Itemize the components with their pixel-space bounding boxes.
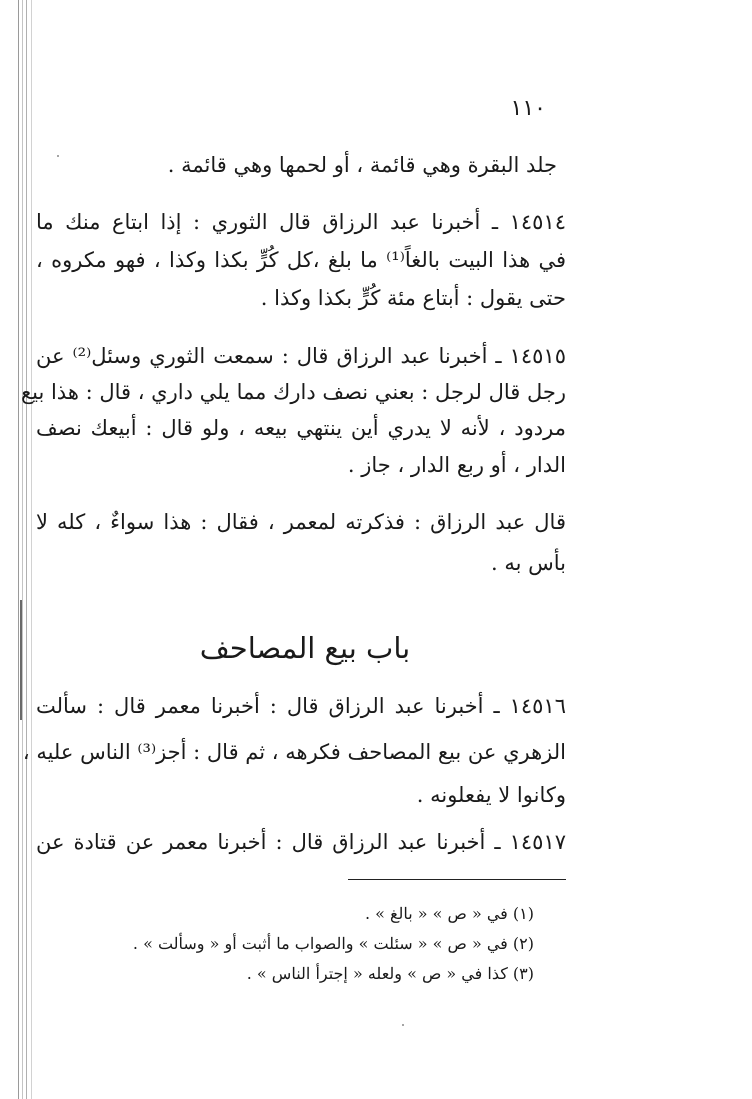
chapter-title: باب بيع المصاحف: [199, 631, 411, 665]
footnote: (١) في « ص » « بالغ » .: [364, 904, 534, 923]
text-line: بأس به .: [490, 551, 566, 575]
text-line: جلد البقرة وهي قائمة ، أو لحمها وهي قائمة .: [167, 153, 557, 177]
scan-edge-line: [20, 600, 22, 720]
page-number: ١١٠: [510, 96, 546, 121]
text-line: الدار ، أو ربع الدار ، جاز .: [347, 453, 566, 477]
text-line: ١٤٥١٧ ـ أخبرنا عبد الرزاق قال : أخبرنا معمر عن قتادة عن: [36, 830, 566, 854]
footnote-divider: [348, 879, 566, 880]
footnote: (٢) في « ص » « سئلت » والصواب ما أثبت أو « وسألت » .: [132, 934, 534, 953]
scan-edge-line: [26, 0, 27, 1099]
scan-edge-line: [22, 0, 23, 1099]
scan-edge-line: [31, 0, 32, 1099]
scan-speck: [57, 155, 59, 157]
text-line: ١٤٥١٤ ـ أخبرنا عبد الرزاق قال الثوري : إذا ابتاع منك ما: [36, 210, 566, 234]
footnote: (٣) كذا في « ص » ولعله « إجترأ الناس » .: [246, 964, 534, 983]
text-line: مردود ، لأنه لا يدري أين ينتهي بيعه ، ولو قال : أبيعك نصف: [36, 416, 566, 440]
text-line: ١٤٥١٦ ـ أخبرنا عبد الرزاق قال : أخبرنا معمر قال : سألت: [36, 694, 566, 718]
text-line: وكانوا لا يفعلونه .: [416, 783, 566, 807]
scan-speck: [402, 1024, 404, 1026]
scan-edge-line: [18, 0, 19, 1099]
text-line: في هذا البيت بالغاً⁽¹⁾ ما بلغ ،كل كُرٍّ بكذا وكذا ، فهو مكروه ،: [36, 248, 567, 272]
text-line: حتى يقول : أبتاع مئة كُرٍّ بكذا وكذا .: [260, 286, 566, 310]
text-line: قال عبد الرزاق : فذكرته لمعمر ، فقال : هذا سواءٌ ، كله لا: [36, 510, 566, 534]
text-line: رجل قال لرجل : بعني نصف دارك مما يلي داري ، قال : هذا بيع: [20, 380, 566, 404]
text-line: الزهري عن بيع المصاحف فكرهه ، ثم قال : أجز⁽³⁾ الناس عليه ،: [22, 740, 566, 764]
text-line: ١٤٥١٥ ـ أخبرنا عبد الرزاق قال : سمعت الثوري وسئل⁽²⁾ عن: [36, 344, 566, 368]
